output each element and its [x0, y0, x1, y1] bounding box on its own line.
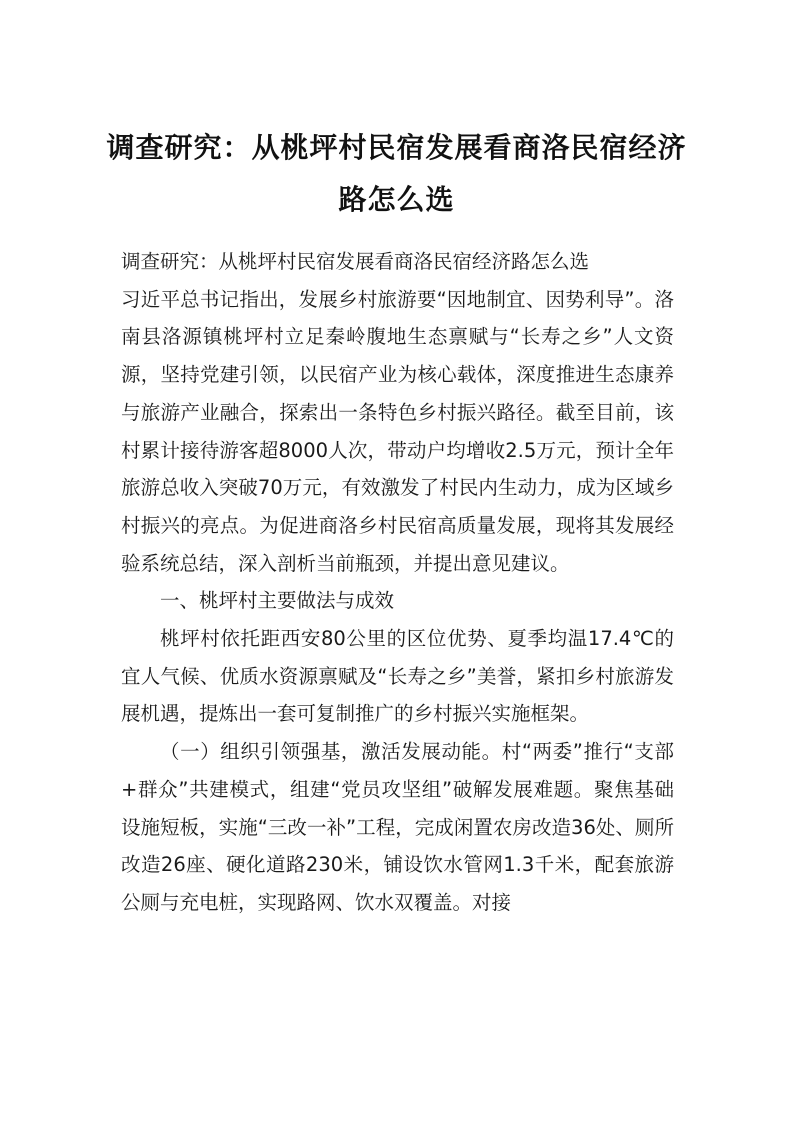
- body-paragraph-summary: 习近平总书记指出，发展乡村旅游要“因地制宜、因势利导”。洛南县洛源镇桃坪村立足秦岭腹地生态禀赋与“长寿之乡”人文资源，坚持党建引领，以民宿产业为核心载体，深度推进生态康养与旅游产业融合，探索出一条特色乡村振兴路径。截至目前，该村累计接待游客超8000人次，带动户均增收2.5万元，预计全年旅游总收入突破70万元，有效激发了村民内生动力，成为区域乡村振兴的亮点。为促进商洛乡村民宿高质量发展，现将其发展经验系统总结，深入剖析当前瓶颈，并提出意见建议。: [121, 287, 674, 575]
- document-body: [121, 243, 674, 922]
- body-paragraph-overview: 桃坪村依托距西安80公里的区位优势、夏季均温17.4℃的宜人气候、优质水资源禀赋及“长寿之乡”美誉，紧扣乡村旅游发展机遇，提炼出一套可复制推广的乡村振兴实施框架。: [121, 627, 674, 726]
- body-paragraph-organization: （一）组织引领强基，激活发展动能。村“两委”推行“支部+群众”共建模式，组建“党员攻坚组”破解发展难题。聚焦基础设施短板，实施“三改一补”工程，完成闲置农房改造36处、厕所改造26座、硬化道路230米，铺设饮水管网1.3千米，配套旅游公厕与充电桩，实现路网、饮水双覆盖。对接: [121, 740, 674, 914]
- body-paragraph-intro-title: 调查研究：从桃坪村民宿发展看商洛民宿经济路怎么选: [121, 250, 590, 273]
- section-heading: 一、桃坪村主要做法与成效: [160, 589, 395, 613]
- document-title: 调查研究：从桃坪村民宿发展看商洛民宿经济路怎么选: [106, 131, 687, 216]
